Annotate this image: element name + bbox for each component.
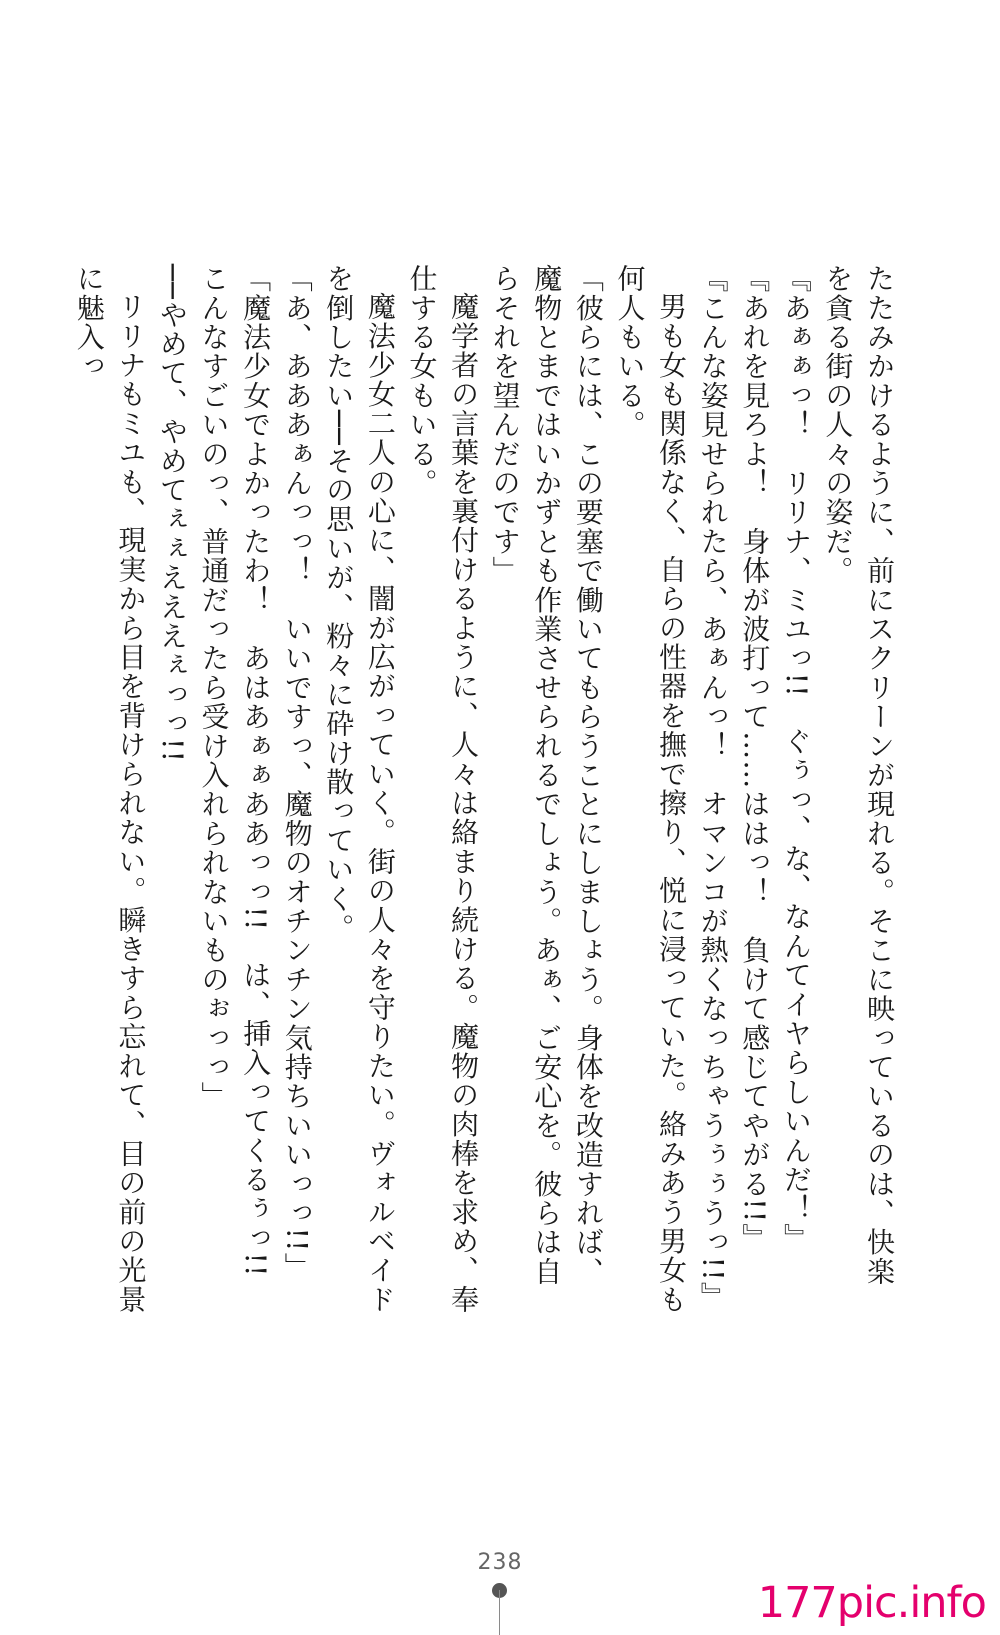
paragraph: リリナもミユも、現実から目を背けられない。瞬きすら忘れて、目の前の光景に魅入っ	[72, 264, 148, 1314]
dialogue-line: 「あ、あああぁんっっ！ いいですっ、魔物のオチンチン気持ちいいっっ!!」	[280, 264, 314, 1282]
paragraph: 魔学者の言葉を裏付けるように、人々は絡まり続ける。魔物の肉棒を求め、奉仕する女もいる。	[405, 264, 481, 1314]
paragraph: 男も女も関係なく、自らの性器を撫で擦り、悦に浸っていた。絡みあう男女も何人もいる。	[613, 264, 689, 1315]
watermark: 177pic.info	[757, 1578, 986, 1628]
dialogue-line: ──やめて、やめてぇぇえええぇっっ!!	[155, 264, 189, 764]
dialogue-line: 「魔法少女でよかったわ！ あはあぁぁああっっ!! は、挿入ってくるぅっ!! こんなすごいのっ、普通だったら受け入れられないものぉっっ」	[197, 264, 273, 1307]
dialogue-line: 『あれを見ろよ！ 身体が波打って……ははっ！ 負けて感じてやがる!!』	[738, 264, 772, 1253]
page-number: 238	[477, 1550, 523, 1575]
dialogue-line: 「彼らには、この要塞で働いてもらうことにしましょう。身体を改造すれば、魔物とまではいかずとも作業させられるでしょう。あぁ、ご安心を。彼らは自らそれを望んだのです」	[488, 264, 605, 1286]
dialogue-line: 『こんな姿見せられたら、あぁんっ！ オマンコが熱くなっちゃうぅぅうっ!!』	[696, 264, 730, 1311]
paragraph: たたみかけるように、前にスクリーンが現れる。そこに映っているのは、快楽を貪る街の人々の姿だ。	[821, 264, 896, 1286]
paragraph: 魔法少女二人の心に、闇が広がっていく。街の人々を守りたい。ヴォルベイドを倒したい──その思いが、粉々に砕け散っていく。	[322, 264, 397, 1314]
folio-line	[499, 1590, 500, 1635]
dialogue-line: 『あぁぁっ！ リリナ、ミユっ!! ぐぅっ、な、なんてイヤらしいんだ！』	[779, 264, 813, 1253]
vertical-text-body	[72, 264, 900, 1315]
